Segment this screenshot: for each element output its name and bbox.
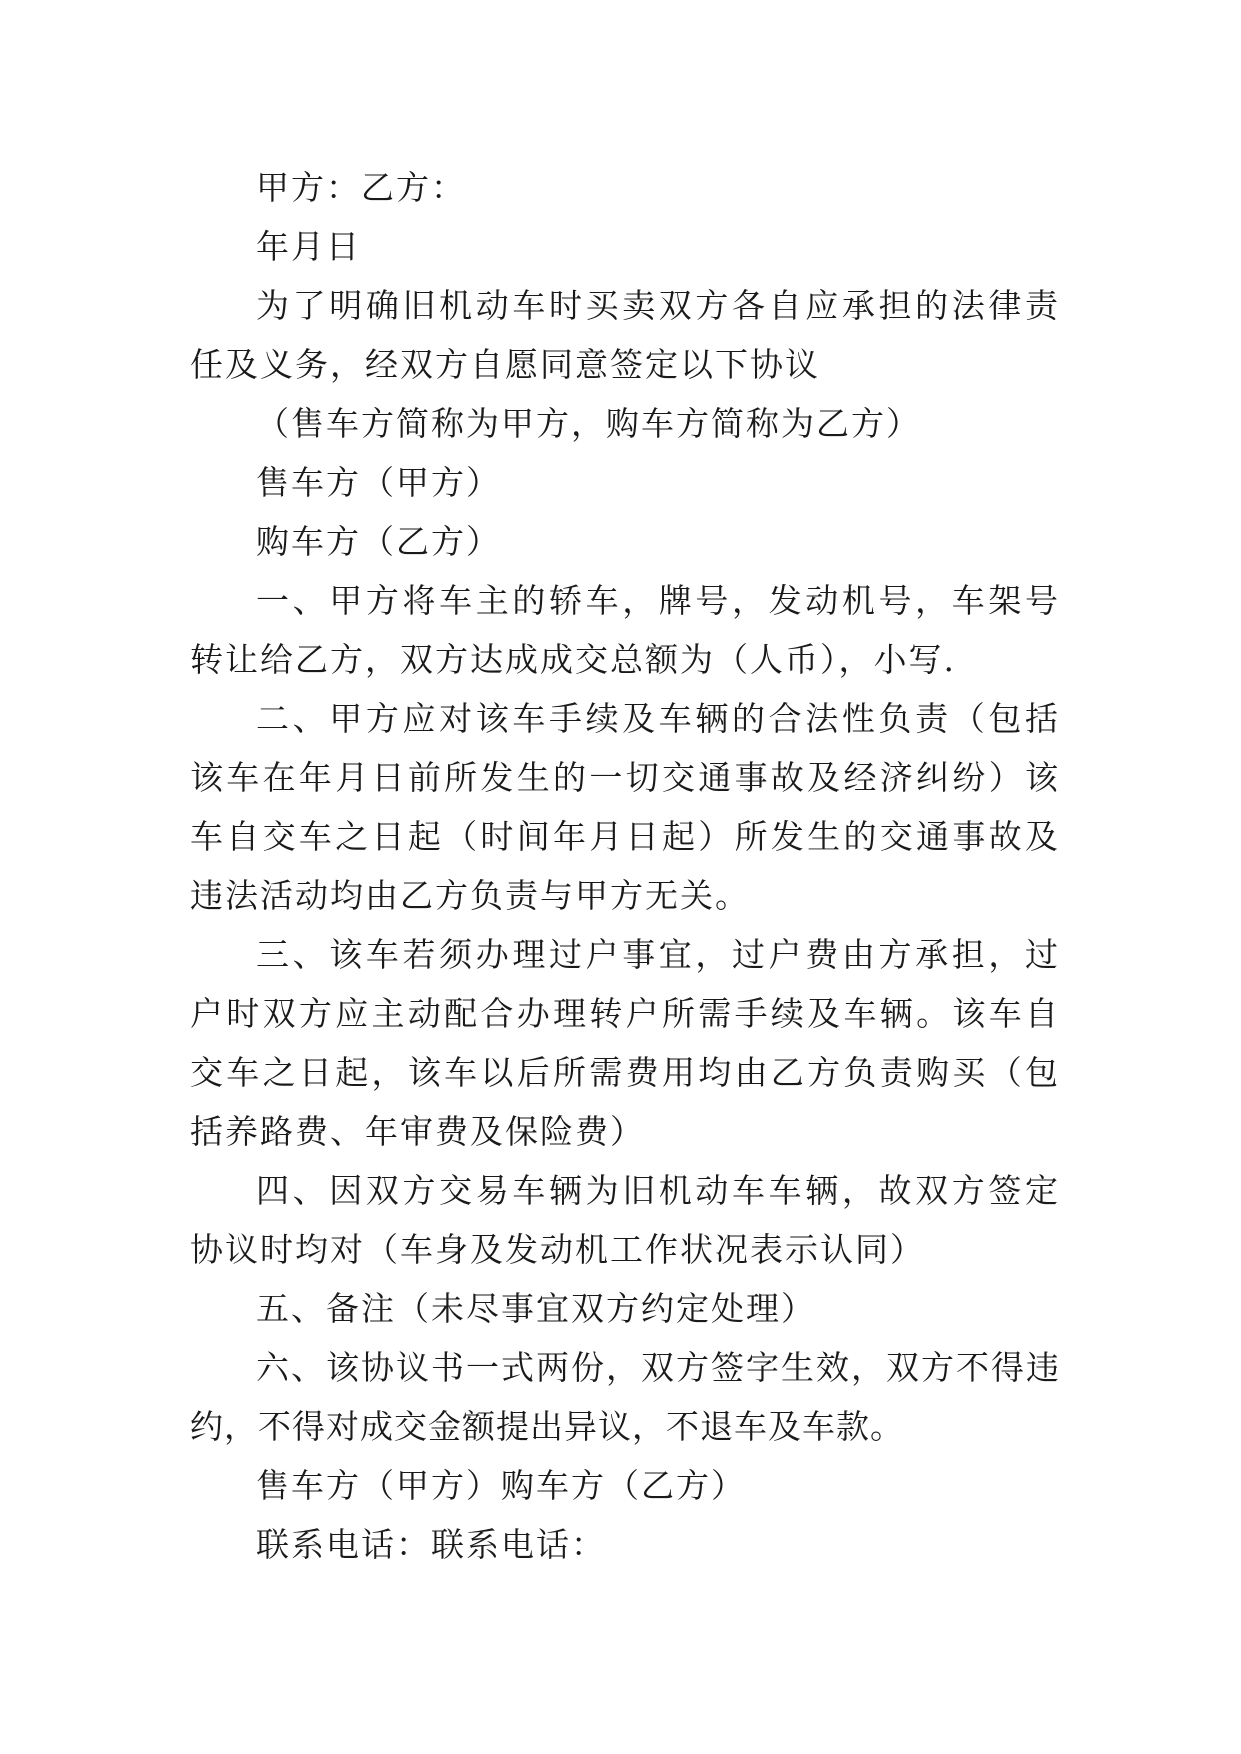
- clause-3: 三、该车若须办理过户事宜，过户费由方承担，过户时双方应主动配合办理转户所需手续及车辆。该车自交车之日起，该车以后所需费用均由乙方负责购买（包括养路费、年审费及保险费）: [190, 935, 1060, 1151]
- clause-6: 六、该协议书一式两份，双方签字生效，双方不得违约，不得对成交金额提出异议，不退车及车款。: [190, 1348, 1060, 1446]
- intro-paragraph: 为了明确旧机动车时买卖双方各自应承担的法律责任及义务，经双方自愿同意签定以下协议: [190, 286, 1060, 384]
- date-line: 年月日: [256, 227, 361, 266]
- clause-5: 五、备注（未尽事宜双方约定处理）: [256, 1289, 816, 1328]
- abbreviation-note: （售车方简称为甲方，购车方简称为乙方）: [256, 404, 921, 443]
- clause-2: 二、甲方应对该车手续及车辆的合法性负责（包括该车在年月日前所发生的一切交通事故及经济纠纷）该车自交车之日起（时间年月日起）所发生的交通事故及违法活动均由乙方负责与甲方无关。: [190, 699, 1060, 915]
- seller-line: 售车方（甲方）: [256, 463, 501, 502]
- contact-line: 联系电话：联系电话：: [256, 1525, 606, 1564]
- signature-line: 售车方（甲方）购车方（乙方）: [256, 1466, 746, 1505]
- buyer-line: 购车方（乙方）: [256, 522, 501, 561]
- clause-4: 四、因双方交易车辆为旧机动车车辆，故双方签定协议时均对（车身及发动机工作状况表示认同）: [190, 1171, 1060, 1269]
- clause-1: 一、甲方将车主的轿车，牌号，发动机号，车架号转让给乙方，双方达成成交总额为（人币），小写.: [190, 581, 1060, 679]
- document-page: [190, 158, 1060, 1574]
- party-header: 甲方：乙方：: [256, 168, 466, 207]
